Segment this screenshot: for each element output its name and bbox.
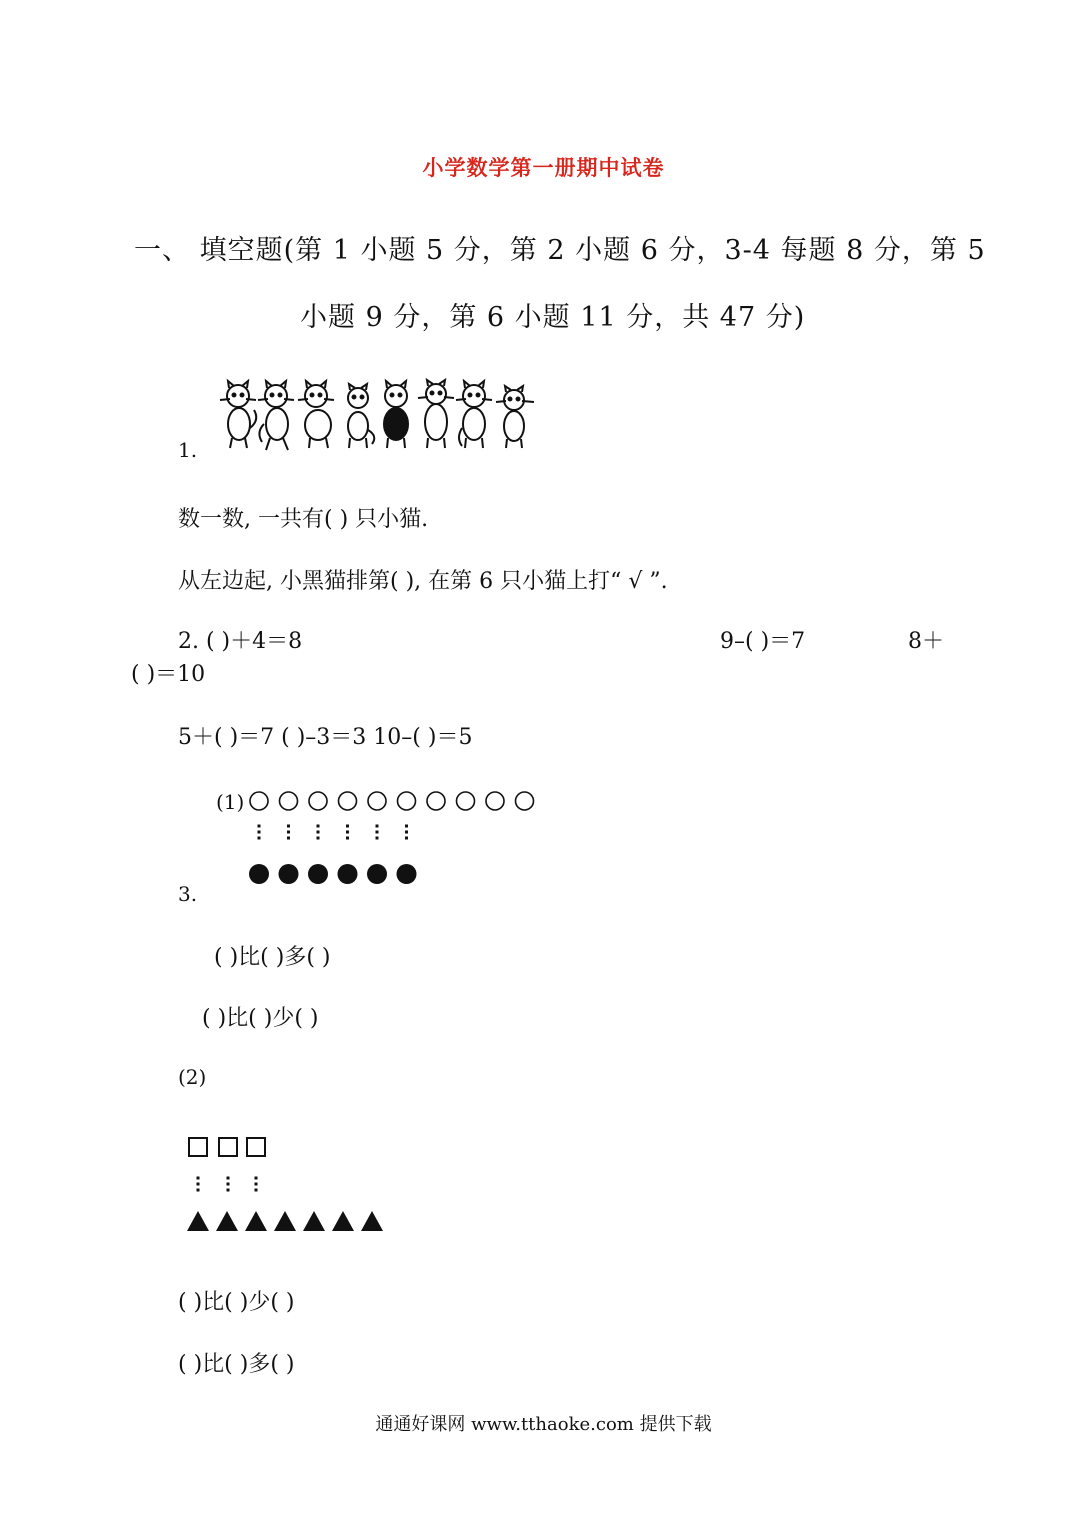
q2-equation-3-start: 8＋ <box>908 629 944 654</box>
filled-circle <box>338 864 358 884</box>
triangle <box>245 1211 267 1231</box>
open-circle <box>516 792 534 810</box>
correspondence-dot <box>227 1177 230 1180</box>
q3-part1-more-line: ( )比( )多( ) <box>214 945 331 970</box>
triangle <box>187 1211 209 1231</box>
correspondence-dot <box>376 825 379 828</box>
square <box>247 1138 265 1156</box>
cat-7 <box>456 381 492 448</box>
correspondence-dot <box>255 1189 258 1192</box>
correspondence-dot <box>376 837 379 840</box>
section-heading-line1: 一、 填空题(第 1 小题 5 分，第 2 小题 6 分，3-4 每题 8 分，第 5 <box>134 235 986 266</box>
correspondence-dot <box>258 825 261 828</box>
filled-circle <box>308 864 328 884</box>
correspondence-dot <box>317 831 320 834</box>
correspondence-dot <box>346 837 349 840</box>
filled-circle <box>367 864 387 884</box>
correspondence-dot <box>258 831 261 834</box>
square <box>189 1138 207 1156</box>
open-circle <box>250 792 268 810</box>
q3-part2-more-line: ( )比( )多( ) <box>178 1352 295 1377</box>
open-circle <box>398 792 416 810</box>
open-circle <box>427 792 445 810</box>
open-circle <box>309 792 327 810</box>
cats-illustration <box>214 378 539 454</box>
filled-circle <box>397 864 417 884</box>
q3-part1-less-line: ( )比( )少( ) <box>202 1006 319 1031</box>
page-title: 小学数学第一册期中试卷 <box>422 155 665 180</box>
filled-circle <box>279 864 299 884</box>
correspondence-dot <box>255 1177 258 1180</box>
section-heading-line2: 小题 9 分，第 6 小题 11 分，共 47 分) <box>300 302 806 333</box>
q3-circles-figure <box>244 788 544 888</box>
q2-equation-2: 9–( )＝7 <box>720 629 806 654</box>
triangle <box>332 1211 354 1231</box>
cat-3 <box>298 381 334 448</box>
correspondence-dot <box>405 825 408 828</box>
correspondence-dot <box>346 825 349 828</box>
correspondence-dot <box>405 837 408 840</box>
cat-2 <box>258 381 294 450</box>
square <box>219 1138 237 1156</box>
correspondence-dot <box>287 837 290 840</box>
correspondence-dot <box>197 1189 200 1192</box>
correspondence-dot <box>258 837 261 840</box>
correspondence-dot <box>346 831 349 834</box>
q1-position-line: 从左边起, 小黑猫排第( ), 在第 6 只小猫上打“ √ ”. <box>178 569 668 594</box>
correspondence-dot <box>227 1189 230 1192</box>
q3-shapes-figure <box>184 1134 394 1234</box>
open-circle <box>368 792 386 810</box>
open-circle <box>280 792 298 810</box>
q1-number: 1. <box>178 438 198 462</box>
cat-6 <box>418 380 454 448</box>
triangle <box>216 1211 238 1231</box>
page-footer: 通通好课网 www.tthaoke.com 提供下载 <box>375 1414 712 1435</box>
cat-1 <box>220 381 256 448</box>
q2-equations-row-2: 5＋( )＝7 ( )–3＝3 10–( )＝5 <box>178 725 473 750</box>
q3-part1-label: (1) <box>216 790 245 814</box>
triangle <box>274 1211 296 1231</box>
cat-8 <box>496 386 534 448</box>
correspondence-dot <box>287 825 290 828</box>
correspondence-dot <box>197 1177 200 1180</box>
q2-equation-3-end: ( )＝10 <box>131 662 206 687</box>
open-circle <box>339 792 357 810</box>
q3-part2-less-line: ( )比( )少( ) <box>178 1290 295 1315</box>
correspondence-dot <box>405 831 408 834</box>
q3-part2-label: (2) <box>178 1065 207 1089</box>
open-circle <box>486 792 504 810</box>
correspondence-dot <box>287 831 290 834</box>
correspondence-dot <box>227 1183 230 1186</box>
cat-4 <box>348 384 374 448</box>
filled-circle <box>249 864 269 884</box>
correspondence-dot <box>376 831 379 834</box>
correspondence-dot <box>255 1183 258 1186</box>
black-cat <box>384 381 408 448</box>
correspondence-dot <box>317 837 320 840</box>
q1-count-line: 数一数, 一共有( ) 只小猫. <box>178 507 429 532</box>
q3-number: 3. <box>178 882 198 906</box>
triangle <box>361 1211 383 1231</box>
correspondence-dot <box>317 825 320 828</box>
triangle <box>303 1211 325 1231</box>
open-circle <box>457 792 475 810</box>
correspondence-dot <box>197 1183 200 1186</box>
q2-equation-1: 2. ( )＋4＝8 <box>178 629 303 654</box>
